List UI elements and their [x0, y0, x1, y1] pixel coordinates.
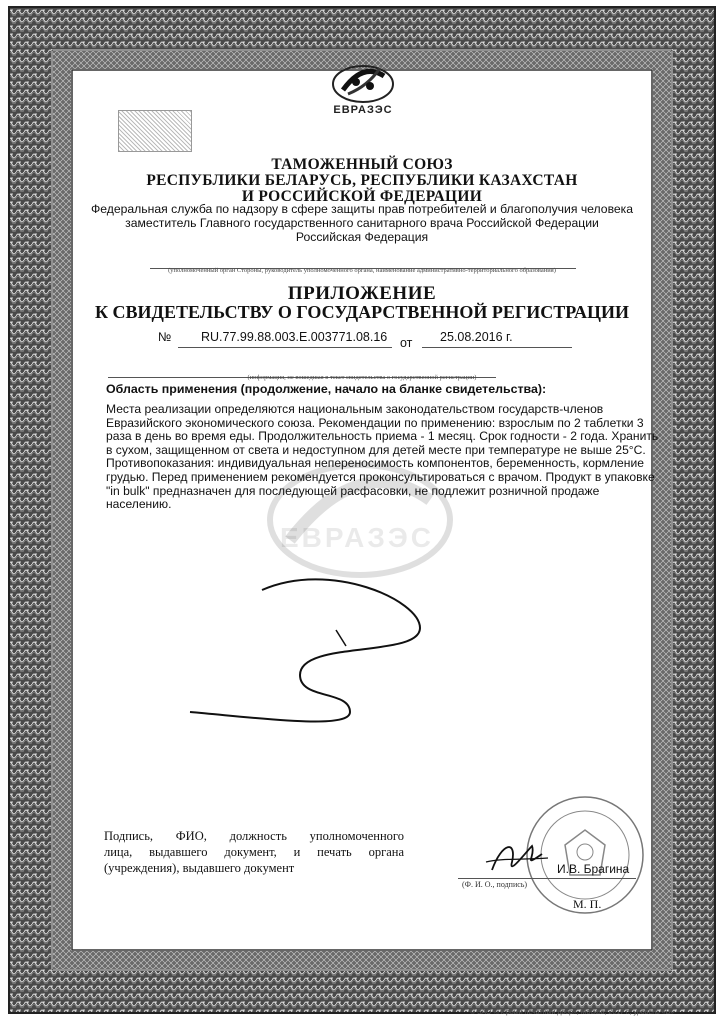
reg-date: 25.08.2016 г.	[440, 330, 513, 344]
reg-caption: (информация, не вошедшая в текст свидетельства о государственной регистрации)	[247, 374, 477, 381]
body-line: "in bulk" предназначен для последующей расфасовки, не подлежит розничной продаже	[106, 483, 600, 498]
reg-number: RU.77.99.88.003.E.003771.08.16	[201, 330, 388, 344]
body-line: грудью. Перед применением рекомендуется проконсультироваться с врачом. Продукт в упаковке	[106, 469, 655, 484]
body-line: раза в день во время еды. Продолжительность приема - 1 месяц. Срок годности - 2 года. Хранить	[106, 429, 659, 444]
fio-caption: (Ф. И. О., подпись)	[462, 880, 528, 889]
body-line: Противопоказания: индивидуальная непереносимость компонентов, беременность, кормление	[106, 456, 644, 471]
signer-name: И.В. Брагина	[557, 862, 630, 876]
stamp-place-label: М. П.	[573, 897, 602, 911]
printer-footer: © ЗАО «Первый печатный двор», Москва, 2017 г., уровень «В»	[470, 1009, 675, 1016]
signature-caption-line: Подпись, ФИО, должность уполномоченного	[104, 829, 404, 843]
signature-caption-line: (учреждения), выдавшего документ	[104, 861, 295, 875]
header-line-1: ТАМОЖЕННЫЙ СОЮЗ	[271, 156, 453, 173]
org-line-2: заместитель Главного государственного санитарного врача Российской Федерации	[125, 216, 599, 230]
reg-number-label: №	[158, 330, 172, 344]
signer-underline	[458, 878, 636, 879]
org-caption: (уполномоченный орган Стороны, руководитель уполномоченного органа, наименование административно-территориального образования)	[168, 267, 556, 274]
org-line-1: Федеральная служба по надзору в сфере защиты прав потребителей и благополучия человека	[90, 202, 634, 216]
body-line: Евразийского экономического союза. Рекомендации по применению: взрослым по 2 таблетки 3	[106, 415, 644, 430]
reg-from-label: от	[400, 336, 413, 350]
section-title: Область применения (продолжение, начало на бланке свидетельства):	[106, 382, 547, 396]
org-line-3: Российская Федерация	[295, 230, 429, 244]
watermark-text: ЕВРАЗЭС	[280, 522, 435, 553]
header-line-3: И РОССИЙСКОЙ ФЕДЕРАЦИИ	[241, 188, 483, 205]
body-line: Места реализации определяются национальным законодательством государств-членов	[106, 402, 604, 416]
title-line-2: К СВИДЕТЕЛЬСТВУ О ГОСУДАРСТВЕННОЙ РЕГИСТРАЦИИ	[95, 302, 629, 322]
signature-caption-line: лица, выдавшего документ, и печать органа	[104, 845, 404, 859]
emblem-label: ЕВРАЗЭС	[333, 104, 393, 116]
title-line-1: ПРИЛОЖЕНИЕ	[287, 283, 437, 304]
signature-caption	[104, 828, 404, 876]
body-line: населению.	[106, 497, 172, 512]
handwritten-signature-icon	[482, 832, 552, 882]
header-line-2: РЕСПУБЛИКИ БЕЛАРУСЬ, РЕСПУБЛИКИ КАЗАХСТАН	[146, 172, 578, 189]
body-line: в сухом, защищенном от света и недоступном для детей месте при температуре не выше 25°С.	[106, 442, 646, 457]
